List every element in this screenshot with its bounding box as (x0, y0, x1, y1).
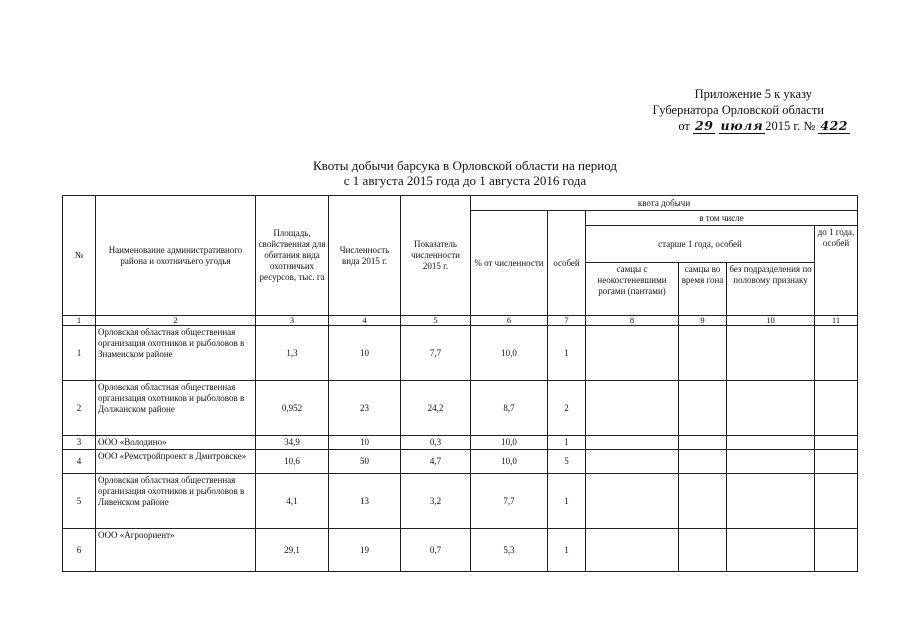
row-name: Орловская областная общественная организация охотников и рыболовов в Знаменском районе (96, 326, 256, 381)
row-empty (679, 474, 727, 529)
row-empty (727, 436, 815, 450)
date-prefix: от (678, 119, 690, 133)
row-index: 3,2 (401, 474, 471, 529)
header-heads: особей (548, 211, 586, 316)
row-count: 23 (329, 381, 401, 436)
row-index: 0,7 (401, 529, 471, 572)
row-empty (727, 326, 815, 381)
row-empty (586, 474, 679, 529)
col-number: 9 (679, 316, 727, 326)
quota-table (62, 195, 858, 572)
row-empty (815, 326, 858, 381)
table-row (63, 326, 858, 381)
row-area: 10,6 (256, 450, 329, 474)
row-num: 2 (63, 381, 96, 436)
col-number: 3 (256, 316, 329, 326)
document-title (250, 158, 680, 188)
row-num: 4 (63, 450, 96, 474)
col-number: 7 (548, 316, 586, 326)
row-name: ООО «Агроориент» (96, 529, 256, 572)
col-number: 11 (815, 316, 858, 326)
header-males-antlers: самцы с неокостеневшими рогами (пантами) (586, 263, 679, 316)
row-area: 4,1 (256, 474, 329, 529)
row-empty (815, 529, 858, 572)
row-empty (727, 529, 815, 572)
header-under-1: до 1 года, особей (815, 226, 858, 316)
col-number: 4 (329, 316, 401, 326)
row-count: 50 (329, 450, 401, 474)
header-males-rut: самцы во время гона (679, 263, 727, 316)
row-heads: 5 (548, 450, 586, 474)
table-row (63, 529, 858, 572)
row-empty (679, 450, 727, 474)
appendix-header (620, 86, 850, 134)
title-line-2: с 1 августа 2015 года до 1 августа 2016 года (343, 173, 587, 188)
header-index-2015: Показатель численности 2015 г. (401, 196, 471, 316)
row-empty (586, 381, 679, 436)
row-count: 10 (329, 436, 401, 450)
row-empty (679, 529, 727, 572)
row-pct: 10,0 (471, 436, 548, 450)
handwritten-decree-number: 422 (820, 118, 848, 133)
row-empty (586, 450, 679, 474)
header-no-sex: без подразделения по половому признаку (727, 263, 815, 316)
header-count-2015: Численность вида 2015 г. (329, 196, 401, 316)
row-heads: 2 (548, 381, 586, 436)
col-number: 2 (96, 316, 256, 326)
header-row-1 (63, 196, 858, 211)
row-index: 24,2 (401, 381, 471, 436)
row-empty (815, 381, 858, 436)
header-quota-group: квота добычи (471, 196, 858, 211)
header-num: № (63, 196, 96, 316)
title-line-1: Квоты добычи барсука в Орловской области на период (313, 158, 617, 173)
table-row (63, 381, 858, 436)
row-index: 4,7 (401, 450, 471, 474)
row-name: Орловская областная общественная организация охотников и рыболовов в Должанском районе (96, 381, 256, 436)
row-heads: 1 (548, 474, 586, 529)
handwritten-date-month: июля (720, 118, 764, 133)
header-including: в том числе (586, 211, 858, 226)
row-index: 7,7 (401, 326, 471, 381)
row-empty (727, 474, 815, 529)
year-text: 2015 г. № (765, 119, 816, 133)
row-empty (586, 529, 679, 572)
row-heads: 1 (548, 436, 586, 450)
appendix-line-1: Приложение 5 к указу (694, 87, 812, 101)
row-count: 10 (329, 326, 401, 381)
row-heads: 1 (548, 326, 586, 381)
row-num: 6 (63, 529, 96, 572)
header-older-1: старше 1 года, особей (586, 226, 815, 263)
col-number: 8 (586, 316, 679, 326)
row-num: 1 (63, 326, 96, 381)
row-empty (586, 326, 679, 381)
row-num: 5 (63, 474, 96, 529)
row-empty (679, 326, 727, 381)
col-number: 6 (471, 316, 548, 326)
handwritten-date-day: 29 (695, 118, 714, 133)
row-pct: 8,7 (471, 381, 548, 436)
row-area: 0,952 (256, 381, 329, 436)
row-area: 34,9 (256, 436, 329, 450)
row-empty (815, 436, 858, 450)
row-count: 13 (329, 474, 401, 529)
row-index: 0,3 (401, 436, 471, 450)
row-empty (679, 381, 727, 436)
row-empty (815, 450, 858, 474)
row-pct: 10,0 (471, 450, 548, 474)
row-num: 3 (63, 436, 96, 450)
col-number: 10 (727, 316, 815, 326)
appendix-line-3 (620, 118, 850, 134)
col-number: 5 (401, 316, 471, 326)
table-row (63, 450, 858, 474)
row-area: 29,1 (256, 529, 329, 572)
header-pct: % от численности (471, 211, 548, 316)
header-area: Площадь, свойственная для обитания вида охотничьих ресурсов, тыс. га (256, 196, 329, 316)
row-empty (727, 381, 815, 436)
row-pct: 7,7 (471, 474, 548, 529)
row-heads: 1 (548, 529, 586, 572)
header-name: Наименование административного района и охотничьего угодья (96, 196, 256, 316)
table-row (63, 474, 858, 529)
row-empty (586, 436, 679, 450)
table-row (63, 436, 858, 450)
row-name: Орловская областная общественная организация охотников и рыболовов в Ливенском районе (96, 474, 256, 529)
row-empty (815, 474, 858, 529)
row-empty (727, 450, 815, 474)
row-name: ООО «Ремстройпроект в Дмитровске» (96, 450, 256, 474)
row-name: ООО «Володино» (96, 436, 256, 450)
column-numbers-row (63, 316, 858, 326)
col-number: 1 (63, 316, 96, 326)
row-count: 19 (329, 529, 401, 572)
row-empty (679, 436, 727, 450)
row-area: 1,3 (256, 326, 329, 381)
row-pct: 5,3 (471, 529, 548, 572)
appendix-line-2: Губернатора Орловской области (652, 103, 824, 117)
row-pct: 10,0 (471, 326, 548, 381)
